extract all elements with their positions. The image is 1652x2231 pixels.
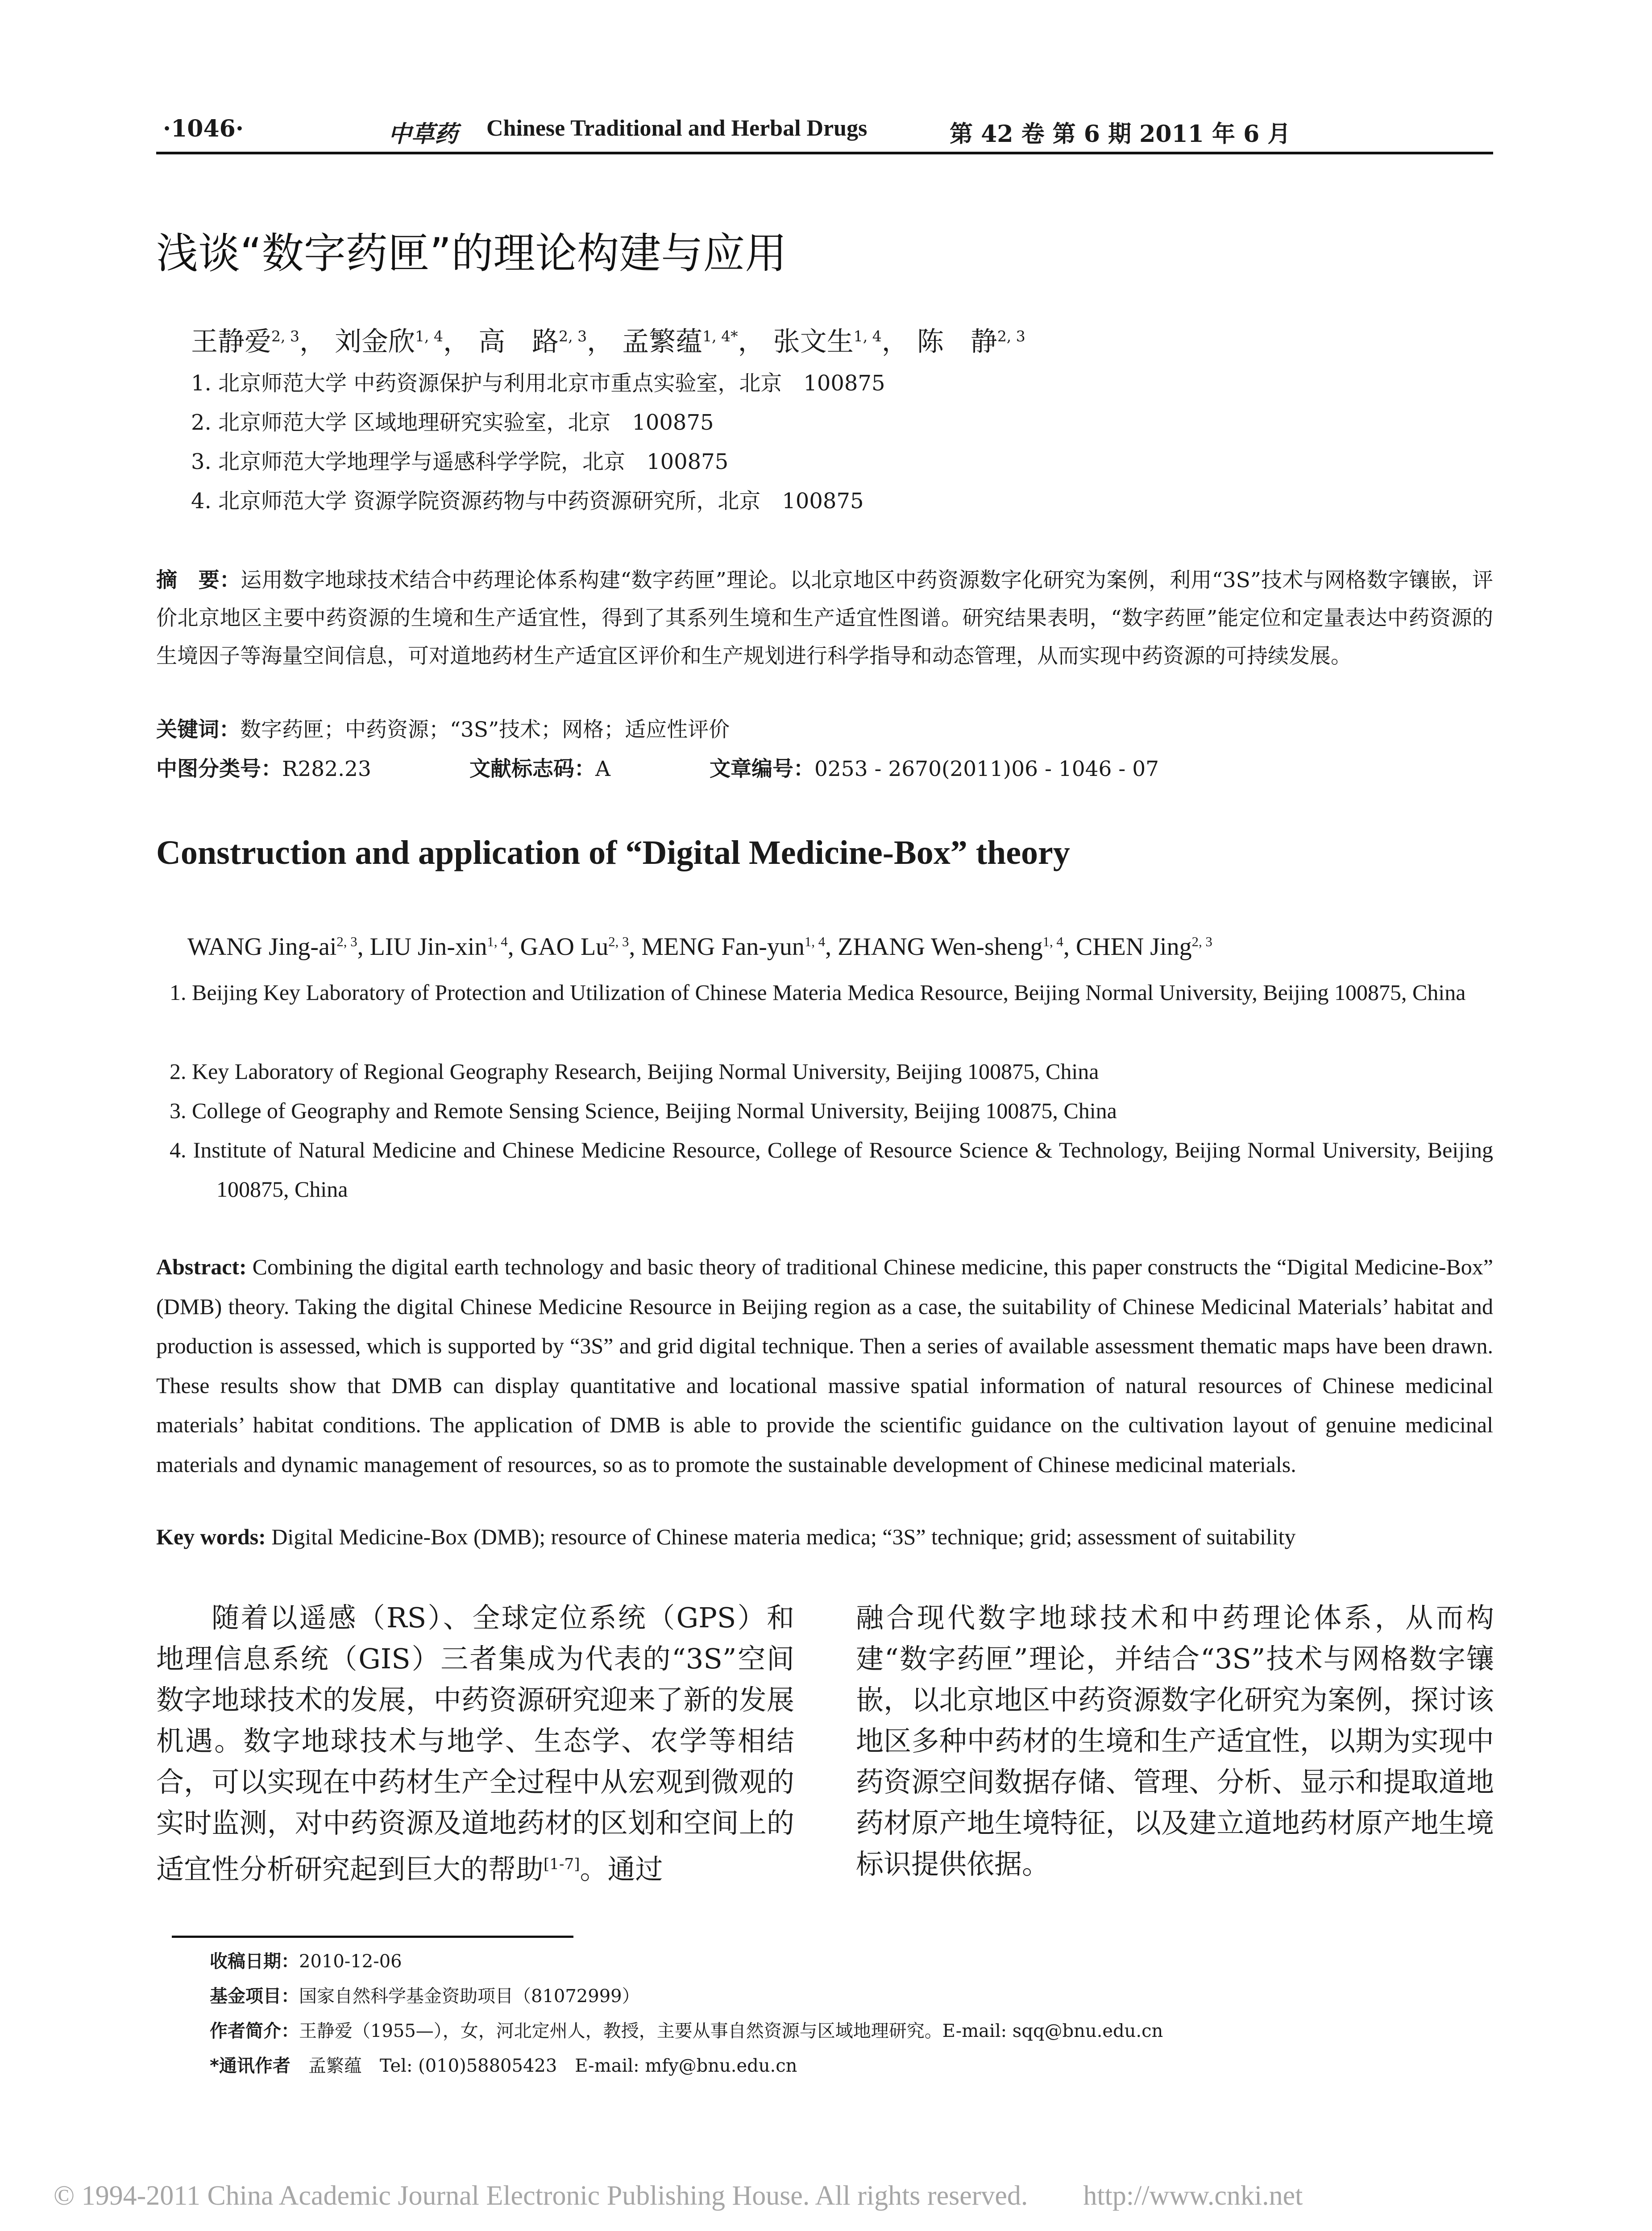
- header-rule: [156, 152, 1493, 154]
- author-list-cn: 王静爱$^{2, 3}$， 刘金欣$^{1, 4}$， 高 路$^{2, 3}$， 孟繁蕴$^{1, 4*}$， 张文生$^{1, 4}$， 陈 静$^{2, 3}$: [191, 326, 1025, 357]
- author-name: GAO Lu: [520, 933, 609, 961]
- author-name: 孟繁蕴: [622, 326, 703, 357]
- keywords-label-en: Key words:: [156, 1524, 266, 1549]
- journal-name-cn: 中草药: [388, 120, 458, 148]
- keywords-text-cn: 数字药匣；中药资源；“3S”技术；网格；适应性评价: [240, 717, 730, 742]
- author-affiliation-mark: 2, 3: [336, 934, 357, 950]
- clc-number: 中图分类号：R282.23: [156, 757, 371, 781]
- author-name: LIU Jin-xin: [369, 933, 487, 961]
- affiliation-en: 2. Key Laboratory of Regional Geography Research, Beijing Normal University, Beijing 100875, China: [170, 1059, 1099, 1084]
- author-affiliation-mark: 2, 3: [997, 328, 1025, 345]
- article-id: 文章编号：0253 - 2670(2011)06 - 1046 - 07: [710, 757, 1159, 781]
- journal-issue: 第 42 卷 第 6 期 2011 年 6 月: [950, 120, 1291, 148]
- author-list-en: WANG Jing-ai$^{2, 3}$, LIU Jin-xin$^{1, 4}$, GAO Lu$^{2, 3}$, MENG Fan-yun$^{1, 4}$, ZHANG Wen-sheng$^{1, 4}$, CHEN Jing$^{2, 3}$: [187, 933, 1212, 961]
- author-affiliation-mark: 1, 4: [804, 934, 826, 950]
- footnote-author-bio: 作者简介：王静爱（1955—），女，河北定州人，教授，主要从事自然资源与区域地理研究。E-mail: sqq@bnu.edu.cn: [210, 2021, 1163, 2041]
- author-name: 高 路: [478, 326, 559, 357]
- affiliation-cn: 2. 北京师范大学 区域地理研究实验室，北京 100875: [191, 410, 714, 435]
- abstract-label-en: Abstract:: [156, 1254, 247, 1279]
- journal-name-en: Chinese Traditional and Herbal Drugs: [486, 116, 868, 141]
- body-column-right: 融合现代数字地球技术和中药理论体系，从而构建“数字药匣”理论，并结合“3S”技术与网格数字镶嵌，以北京地区中药资源数字化研究为案例，探讨该地区多种中药材的生境和生产适宜性，以期为实现中药资源空间数据存储、管理、分析、显示和提取道地药材原产地生境特征，以及建立道地药材原产地生境标识提供依据。: [856, 1601, 1494, 1880]
- affiliation-cn: 4. 北京师范大学 资源学院资源药物与中药资源研究所，北京 100875: [191, 489, 864, 514]
- author-affiliation-mark: 2, 3: [608, 934, 629, 950]
- footnote-funding: 基金项目：国家自然科学基金资助项目（81072999）: [210, 1986, 640, 2007]
- abstract-label-cn: 摘 要：: [156, 568, 241, 593]
- abstract-en: [156, 1247, 1493, 1484]
- keywords-cn: [156, 713, 730, 743]
- author-affiliation-mark: 2, 3: [271, 328, 299, 345]
- author-affiliation-mark: 1, 4: [487, 934, 508, 950]
- author-name: 张文生: [773, 326, 854, 357]
- author-name: 陈 静: [917, 326, 997, 357]
- author-name: MENG Fan-yun: [641, 933, 805, 961]
- author-name: CHEN Jing: [1075, 933, 1192, 961]
- keywords-text-en: Digital Medicine-Box (DMB); resource of Chinese materia medica; “3S” technique; grid; assessment of suitability: [271, 1524, 1296, 1549]
- author-affiliation-mark: 1, 4: [415, 328, 444, 345]
- article-title-en: Construction and application of “Digital Medicine-Box” theory: [156, 834, 1070, 871]
- abstract-text-cn: 运用数字地球技术结合中药理论体系构建“数字药匣”理论。以北京地区中药资源数字化研究为案例，利用“3S”技术与网格数字镶嵌，评价北京地区主要中药资源的生境和生产适宜性，得到了其系列生境和生产适宜性图谱。研究结果表明，“数字药匣”能定位和定量表达中药资源的生境因子等海量空间信息，可对道地药材生产适宜区评价和生产规划进行科学指导和动态管理，从而实现中药资源的可持续发展。: [156, 568, 1493, 668]
- author-affiliation-mark: 1, 4: [1042, 934, 1063, 950]
- author-name: WANG Jing-ai: [187, 933, 337, 961]
- author-name: ZHANG Wen-sheng: [838, 933, 1043, 961]
- keywords-en: [156, 1524, 1296, 1550]
- copyright-footer: © 1994-2011 China Academic Journal Electronic Publishing House. All rights reserved. http://www.cnki.net: [54, 2181, 1303, 2211]
- footnote-received: 收稿日期：2010-12-06: [210, 1951, 402, 1972]
- affiliation-cn: 1. 北京师范大学 中药资源保护与利用北京市重点实验室，北京 100875: [191, 371, 885, 396]
- document-code: 文献标志码：A: [469, 757, 610, 781]
- keywords-label-cn: 关键词：: [156, 717, 240, 742]
- footnote-corresponding: *通讯作者 孟繁蕴 Tel: (010)58805423 E-mail: mfy@bnu.edu.cn: [210, 2056, 797, 2076]
- affiliation-en: 1. Beijing Key Laboratory of Protection and Utilization of Chinese Materia Medica Resource, Beijing Normal University, Beijing 100875, China: [170, 980, 1466, 1005]
- affiliation-cn: 3. 北京师范大学地理学与遥感科学学院，北京 100875: [191, 449, 729, 474]
- body-column-left: 随着以遥感（RS）、全球定位系统（GPS）和地理信息系统（GIS）三者集成为代表的“3S”空间数字地球技术的发展，中药资源研究迎来了新的发展机遇。数字地球技术与地学、生态学、农学等相结合，可以实现在中药材生产全过程中从宏观到微观的实时监测，对中药资源及道地药材的区划和空间上的适宜性分析研究起到巨大的帮助[1-7]。通过: [156, 1601, 794, 1886]
- author-affiliation-mark: 2, 3: [559, 328, 587, 345]
- article-title-cn: 浅谈“数字药匣”的理论构建与应用: [156, 229, 787, 278]
- abstract-text-en: Combining the digital earth technology and basic theory of traditional Chinese medicine, this paper constructs the “Digital Medicine-Box” (DMB) theory. Taking the digital Chinese Medicine Resource in Beijing region as a case, the suitability of Chinese Medicinal Materials’ habitat and production is assessed, which is supported by “3S” and grid digital technique. Then a series of available assessment thematic maps have been drawn. These results show that DMB can display quantitative and locational massive spatial information of natural resources of Chinese medicinal materials’ habitat conditions. The application of DMB is able to provide the scientific guidance on the cultivation layout of genuine medicinal materials and dynamic management of resources, so as to promote the sustainable development of Chinese medicinal materials.: [156, 1254, 1494, 1477]
- abstract-cn: [156, 561, 1493, 675]
- author-affiliation-mark: 1, 4: [853, 328, 882, 345]
- author-name: 王静爱: [191, 326, 271, 357]
- author-name: 刘金欣: [335, 326, 415, 357]
- affiliation-en: 4. Institute of Natural Medicine and Chinese Medicine Resource, College of Resource Science & Technology, Beijing Normal University, Beijing 100875, China: [170, 1137, 1494, 1202]
- footnote-rule: [172, 1936, 573, 1938]
- author-affiliation-mark: 2, 3: [1191, 934, 1212, 950]
- author-affiliation-mark: 1, 4*: [702, 328, 738, 345]
- page-number: ·1046·: [163, 115, 244, 142]
- affiliation-en: 3. College of Geography and Remote Sensing Science, Beijing Normal University, Beijing 100875, China: [170, 1098, 1117, 1123]
- citation-mark: [1-7]: [544, 1855, 580, 1873]
